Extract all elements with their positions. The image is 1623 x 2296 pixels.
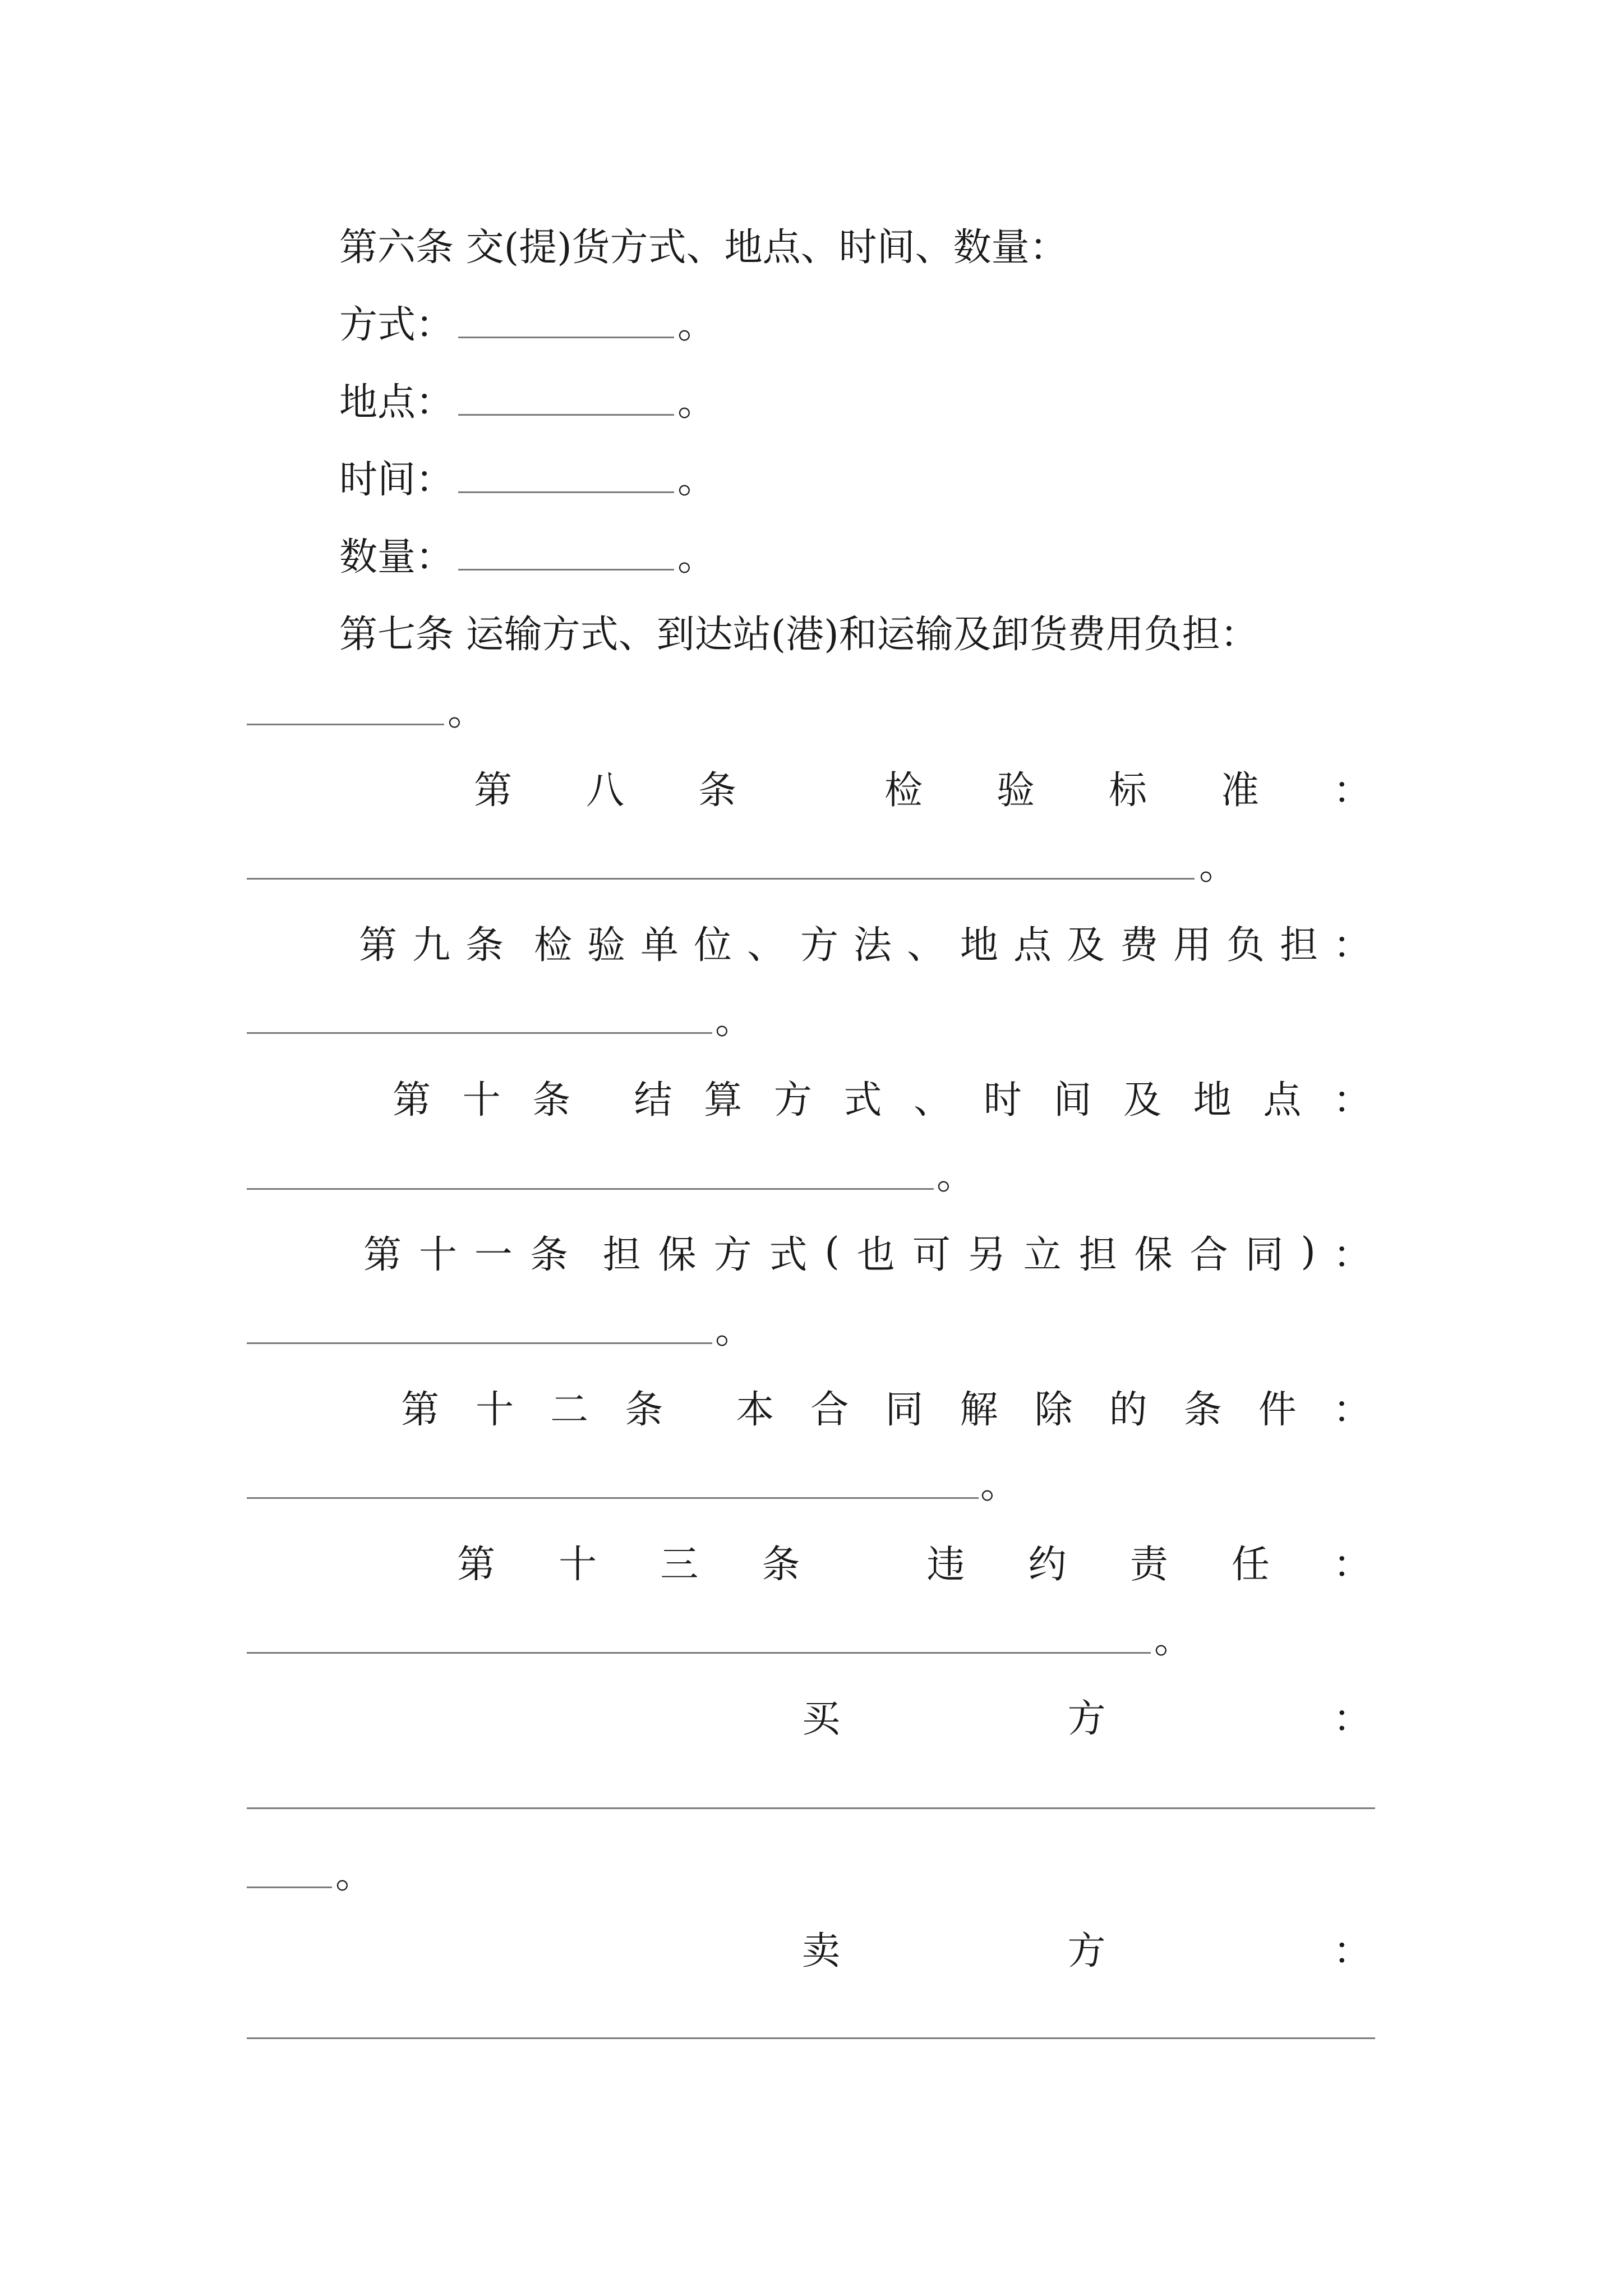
article7-fill: 。 <box>247 684 486 735</box>
heading-char: 条 <box>465 923 504 968</box>
heading-char: 可 <box>912 1232 951 1277</box>
heading-char: ： <box>1332 1929 1371 1973</box>
blank-line[interactable] <box>247 1188 934 1190</box>
blank-line[interactable] <box>247 1862 332 1888</box>
article12-heading <box>401 1381 1371 1432</box>
heading-char: 条 <box>762 1542 800 1587</box>
heading-char: 三 <box>660 1542 699 1587</box>
heading-char: 第 <box>363 1232 402 1277</box>
seller-label <box>802 1922 1371 1973</box>
article13-heading <box>457 1536 1371 1586</box>
heading-char: 十 <box>462 1078 501 1122</box>
heading-char: 立 <box>1023 1232 1062 1277</box>
blank-line[interactable] <box>247 1497 979 1499</box>
heading-char: 条 <box>532 1078 571 1122</box>
heading-char: 的 <box>1109 1387 1147 1432</box>
field-method: 方式： 。 <box>339 297 716 348</box>
buyer-signature-line[interactable] <box>247 1807 1375 1809</box>
heading-char: 第 <box>457 1542 496 1587</box>
heading-char: 地 <box>960 923 998 968</box>
article8-heading <box>474 762 1371 812</box>
heading-char: 任 <box>1231 1542 1270 1587</box>
heading-char: 条 <box>698 768 737 813</box>
heading-char: 第 <box>401 1387 440 1432</box>
heading-char: 条 <box>1183 1387 1222 1432</box>
heading-char: 九 <box>412 923 451 968</box>
blank-line[interactable] <box>247 1342 712 1344</box>
period: 。 <box>937 1154 975 1198</box>
heading-char: 检 <box>884 768 923 813</box>
heading-char: ： <box>1332 1387 1371 1432</box>
article7-heading: 第七条 运输方式、到达站(港)和运输及卸货费用负担： <box>339 612 1258 657</box>
heading-char: 二 <box>550 1387 589 1432</box>
heading-char: 间 <box>1053 1078 1092 1122</box>
heading-char: 负 <box>1226 923 1265 968</box>
period: 。 <box>715 999 754 1043</box>
buyer-label <box>802 1690 1371 1741</box>
heading-char: 十 <box>476 1387 514 1432</box>
heading-char: ： <box>1332 1078 1371 1122</box>
heading-char: 单 <box>640 923 679 968</box>
article9-heading <box>359 917 1371 967</box>
heading-char: 另 <box>967 1232 1006 1277</box>
heading-char: ： <box>1332 923 1371 968</box>
blank-line[interactable] <box>247 878 1195 880</box>
heading-char: 结 <box>634 1078 672 1122</box>
heading-char: ： <box>1332 1232 1371 1277</box>
field-quantity: 数量： 。 <box>339 530 716 580</box>
blank-line[interactable] <box>247 1032 712 1034</box>
heading-char: 用 <box>1173 923 1211 968</box>
heading-char: 第 <box>359 923 398 968</box>
period: 。 <box>1199 844 1238 889</box>
heading-char: 条 <box>529 1232 568 1277</box>
field-label: 数量： <box>339 535 454 579</box>
heading-char: 解 <box>960 1387 998 1432</box>
heading-char: 保 <box>658 1232 697 1277</box>
heading-char: ： <box>1332 768 1371 813</box>
heading-char: 合 <box>1189 1232 1228 1277</box>
heading-char: 担 <box>1078 1232 1117 1277</box>
heading-char: 算 <box>704 1078 743 1122</box>
heading-char: 方 <box>773 1078 812 1122</box>
blank-line[interactable] <box>247 699 444 725</box>
heading-char: 保 <box>1134 1232 1173 1277</box>
heading-char: ： <box>1332 1696 1371 1741</box>
heading-char: 同 <box>885 1387 924 1432</box>
heading-char: 法 <box>853 923 892 968</box>
heading-char: 八 <box>586 768 625 813</box>
heading-char: 也 <box>856 1232 895 1277</box>
buyer-line-tail: 。 <box>247 1847 374 1898</box>
field-label: 地点： <box>339 380 454 425</box>
heading-char: 位 <box>693 923 732 968</box>
heading-char: 担 <box>602 1232 641 1277</box>
heading-char: 及 <box>1066 923 1105 968</box>
article11-heading <box>363 1226 1371 1277</box>
heading-char: 时 <box>983 1078 1022 1122</box>
heading-char: 检 <box>533 923 572 968</box>
heading-char: 十 <box>559 1542 597 1587</box>
period: 。 <box>980 1463 1019 1507</box>
field-label: 时间： <box>339 457 454 502</box>
heading-char: 验 <box>996 768 1035 813</box>
heading-char: 第 <box>393 1078 431 1122</box>
heading-char: 本 <box>736 1387 774 1432</box>
field-label: 方式： <box>339 302 454 347</box>
heading-char: 一 <box>474 1232 513 1277</box>
seller-signature-line[interactable] <box>247 2037 1375 2039</box>
heading-char: 方 <box>1067 1929 1106 1973</box>
field-place: 地点： 。 <box>339 375 716 425</box>
heading-char: 及 <box>1123 1078 1162 1122</box>
article6-heading: 第六条 交(提)货方式、地点、时间、数量： <box>339 225 1068 270</box>
heading-char: 点 <box>1013 923 1052 968</box>
heading-char: 担 <box>1279 923 1318 968</box>
heading-char: 责 <box>1129 1542 1168 1587</box>
article10-heading <box>393 1071 1371 1122</box>
heading-char: 准 <box>1220 768 1259 813</box>
heading-char: 十 <box>418 1232 457 1277</box>
heading-char: 买 <box>802 1696 841 1741</box>
heading-char: 方 <box>800 923 838 968</box>
field-time: 时间： 。 <box>339 452 716 503</box>
heading-char: 、 <box>914 1078 952 1122</box>
heading-char: 卖 <box>802 1929 841 1973</box>
heading-char: 同 <box>1245 1232 1284 1277</box>
blank-line[interactable] <box>458 312 674 338</box>
blank-line[interactable] <box>458 467 674 493</box>
heading-char: 、 <box>746 923 785 968</box>
heading-char: 方 <box>713 1232 752 1277</box>
blank-line[interactable] <box>458 544 674 570</box>
heading-char: 第 <box>474 768 513 813</box>
heading-char: 标 <box>1108 768 1147 813</box>
heading-char: 条 <box>625 1387 663 1432</box>
heading-char: ) <box>1301 1229 1316 1274</box>
heading-char: 件 <box>1258 1387 1297 1432</box>
heading-char: 合 <box>810 1387 849 1432</box>
heading-char: 约 <box>1028 1542 1067 1587</box>
heading-char: 除 <box>1034 1387 1073 1432</box>
heading-char: 点 <box>1263 1078 1302 1122</box>
heading-char: 违 <box>926 1542 965 1587</box>
heading-char: 式 <box>843 1078 882 1122</box>
heading-char: ( <box>824 1229 840 1274</box>
blank-line[interactable] <box>458 389 674 416</box>
period: 。 <box>715 1308 754 1352</box>
heading-char: 地 <box>1193 1078 1232 1122</box>
heading-char: ： <box>1332 1542 1371 1587</box>
heading-char: 方 <box>1067 1696 1106 1741</box>
blank-line[interactable] <box>247 1652 1151 1654</box>
period: 。 <box>1154 1618 1193 1662</box>
heading-char: 式 <box>769 1232 808 1277</box>
heading-char: 费 <box>1119 923 1158 968</box>
heading-char: 、 <box>906 923 945 968</box>
heading-char: 验 <box>587 923 625 968</box>
